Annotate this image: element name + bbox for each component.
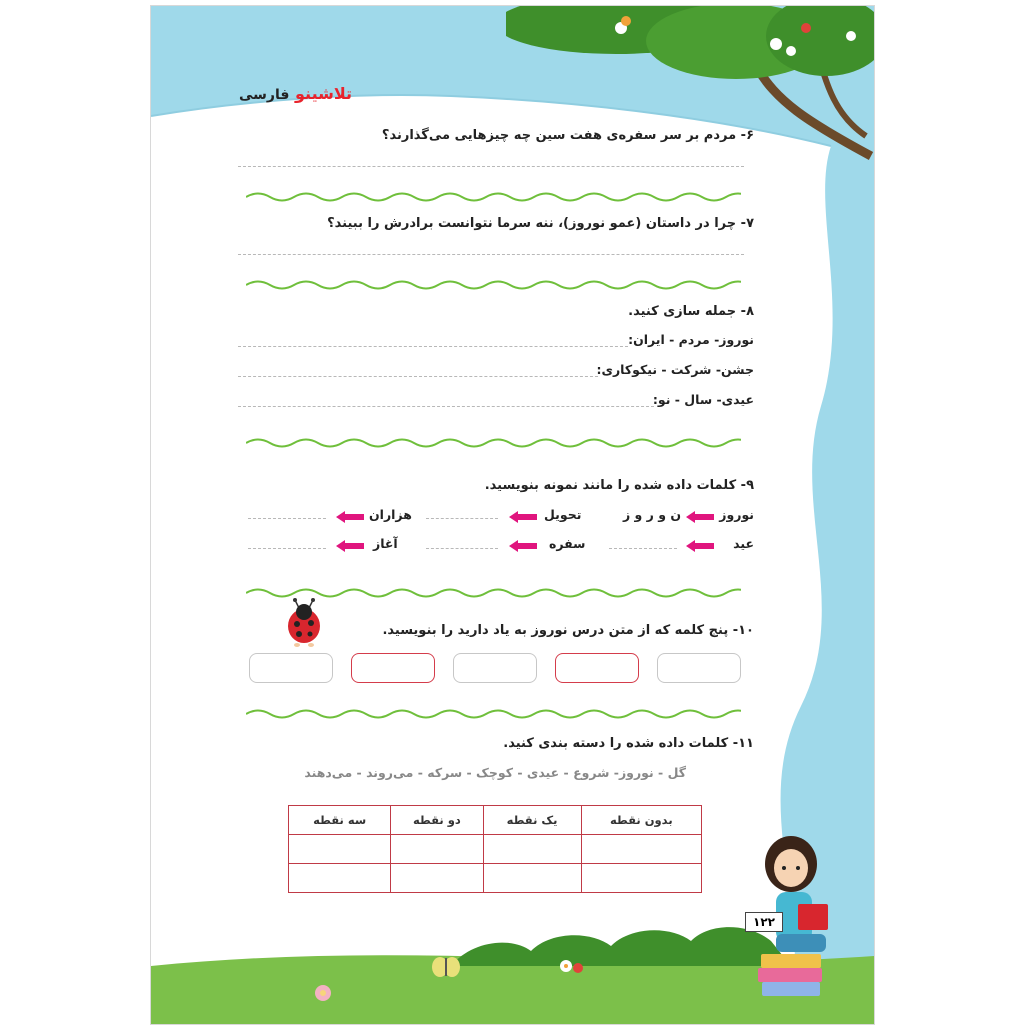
word-example-answer: ن و ر و ز xyxy=(623,507,682,522)
word-example: نوروز xyxy=(719,507,754,522)
answer-box-2[interactable] xyxy=(351,653,435,683)
worksheet-page xyxy=(150,5,875,1025)
answer-line-6[interactable] xyxy=(238,166,744,167)
arrow-left-icon xyxy=(509,540,537,552)
answer-line-7[interactable] xyxy=(238,254,744,255)
sentence-prompt-2: جشن- شرکت - نیکوکاری: xyxy=(596,362,754,377)
word-eid: عید xyxy=(733,536,754,551)
answer-box-1[interactable] xyxy=(249,653,333,683)
question-11: ۱۱- کلمات داده شده را دسته بندی کنید. xyxy=(503,736,754,751)
table-row xyxy=(289,864,702,893)
divider-wave xyxy=(246,436,741,450)
butterfly-icon xyxy=(431,954,461,980)
answer-box-3[interactable] xyxy=(453,653,537,683)
sentence-prompt-3: عیدی- سال - نو: xyxy=(652,392,754,407)
arrow-left-icon xyxy=(686,540,714,552)
divider-wave xyxy=(246,707,741,721)
answer-line-aghaz[interactable] xyxy=(248,548,326,549)
word-aghaz: آغاز xyxy=(373,536,398,551)
flower-icon xyxy=(556,956,586,976)
categorize-table xyxy=(288,805,702,893)
question-8: ۸- جمله سازی کنید. xyxy=(628,304,754,319)
answer-line-8-2[interactable] xyxy=(238,376,598,377)
divider-wave xyxy=(246,190,741,204)
question-9: ۹- کلمات داده شده را مانند نمونه بنویسید. xyxy=(484,478,754,493)
word-tahvil: تحویل xyxy=(544,507,582,522)
answer-box-4[interactable] xyxy=(555,653,639,683)
header-no-dot: بدون نقطه xyxy=(581,806,701,835)
page-number: ۱۲۲ xyxy=(745,912,783,932)
arrow-left-icon xyxy=(336,540,364,552)
header-three-dots: سه نقطه xyxy=(289,806,391,835)
table-cell[interactable] xyxy=(289,835,391,864)
tree-illustration xyxy=(506,6,875,176)
answer-line-eid[interactable] xyxy=(609,548,677,549)
table-row xyxy=(289,835,702,864)
arrow-left-icon xyxy=(686,511,714,523)
word-list: گل - نوروز- شروع - عیدی - کوچک - سرکه - می‌روند - می‌دهند xyxy=(304,765,686,780)
table-cell[interactable] xyxy=(581,864,701,893)
question-6: ۶- مردم بر سر سفره‌ی هفت سین چه چیزهایی می‌گذارند؟ xyxy=(381,128,754,143)
header-one-dot: یک نقطه xyxy=(483,806,581,835)
table-cell[interactable] xyxy=(391,864,483,893)
word-sofreh: سفره xyxy=(549,536,586,551)
answer-line-sofreh[interactable] xyxy=(426,548,498,549)
table-cell[interactable] xyxy=(483,864,581,893)
answer-line-8-1[interactable] xyxy=(238,346,628,347)
answer-box-5[interactable] xyxy=(657,653,741,683)
arrow-left-icon xyxy=(336,511,364,523)
table-cell[interactable] xyxy=(483,835,581,864)
question-10: ۱۰- پنج کلمه که از متن درس نوروز به یاد دارید را بنویسید. xyxy=(382,623,754,638)
answer-line-tahvil[interactable] xyxy=(426,518,498,519)
flower-icon xyxy=(311,981,335,1005)
brand-name-red: تلاشینو xyxy=(295,84,352,103)
sentence-prompt-1: نوروز- مردم - ایران: xyxy=(628,332,754,347)
question-7: ۷- چرا در داستان (عمو نوروز)، ننه سرما نتوانست برادرش را ببیند؟ xyxy=(327,216,754,231)
brand-name-dark: فارسی xyxy=(239,87,290,103)
brand-logo xyxy=(239,84,352,103)
table-header-row xyxy=(289,806,702,835)
arrow-left-icon xyxy=(509,511,537,523)
divider-wave xyxy=(246,278,741,292)
table-cell[interactable] xyxy=(581,835,701,864)
ladybug-icon xyxy=(281,598,329,650)
table-cell[interactable] xyxy=(391,835,483,864)
header-two-dots: دو نقطه xyxy=(391,806,483,835)
table-cell[interactable] xyxy=(289,864,391,893)
answer-line-8-3[interactable] xyxy=(238,406,654,407)
word-hezaran: هزاران xyxy=(369,507,412,522)
answer-line-hezaran[interactable] xyxy=(248,518,326,519)
